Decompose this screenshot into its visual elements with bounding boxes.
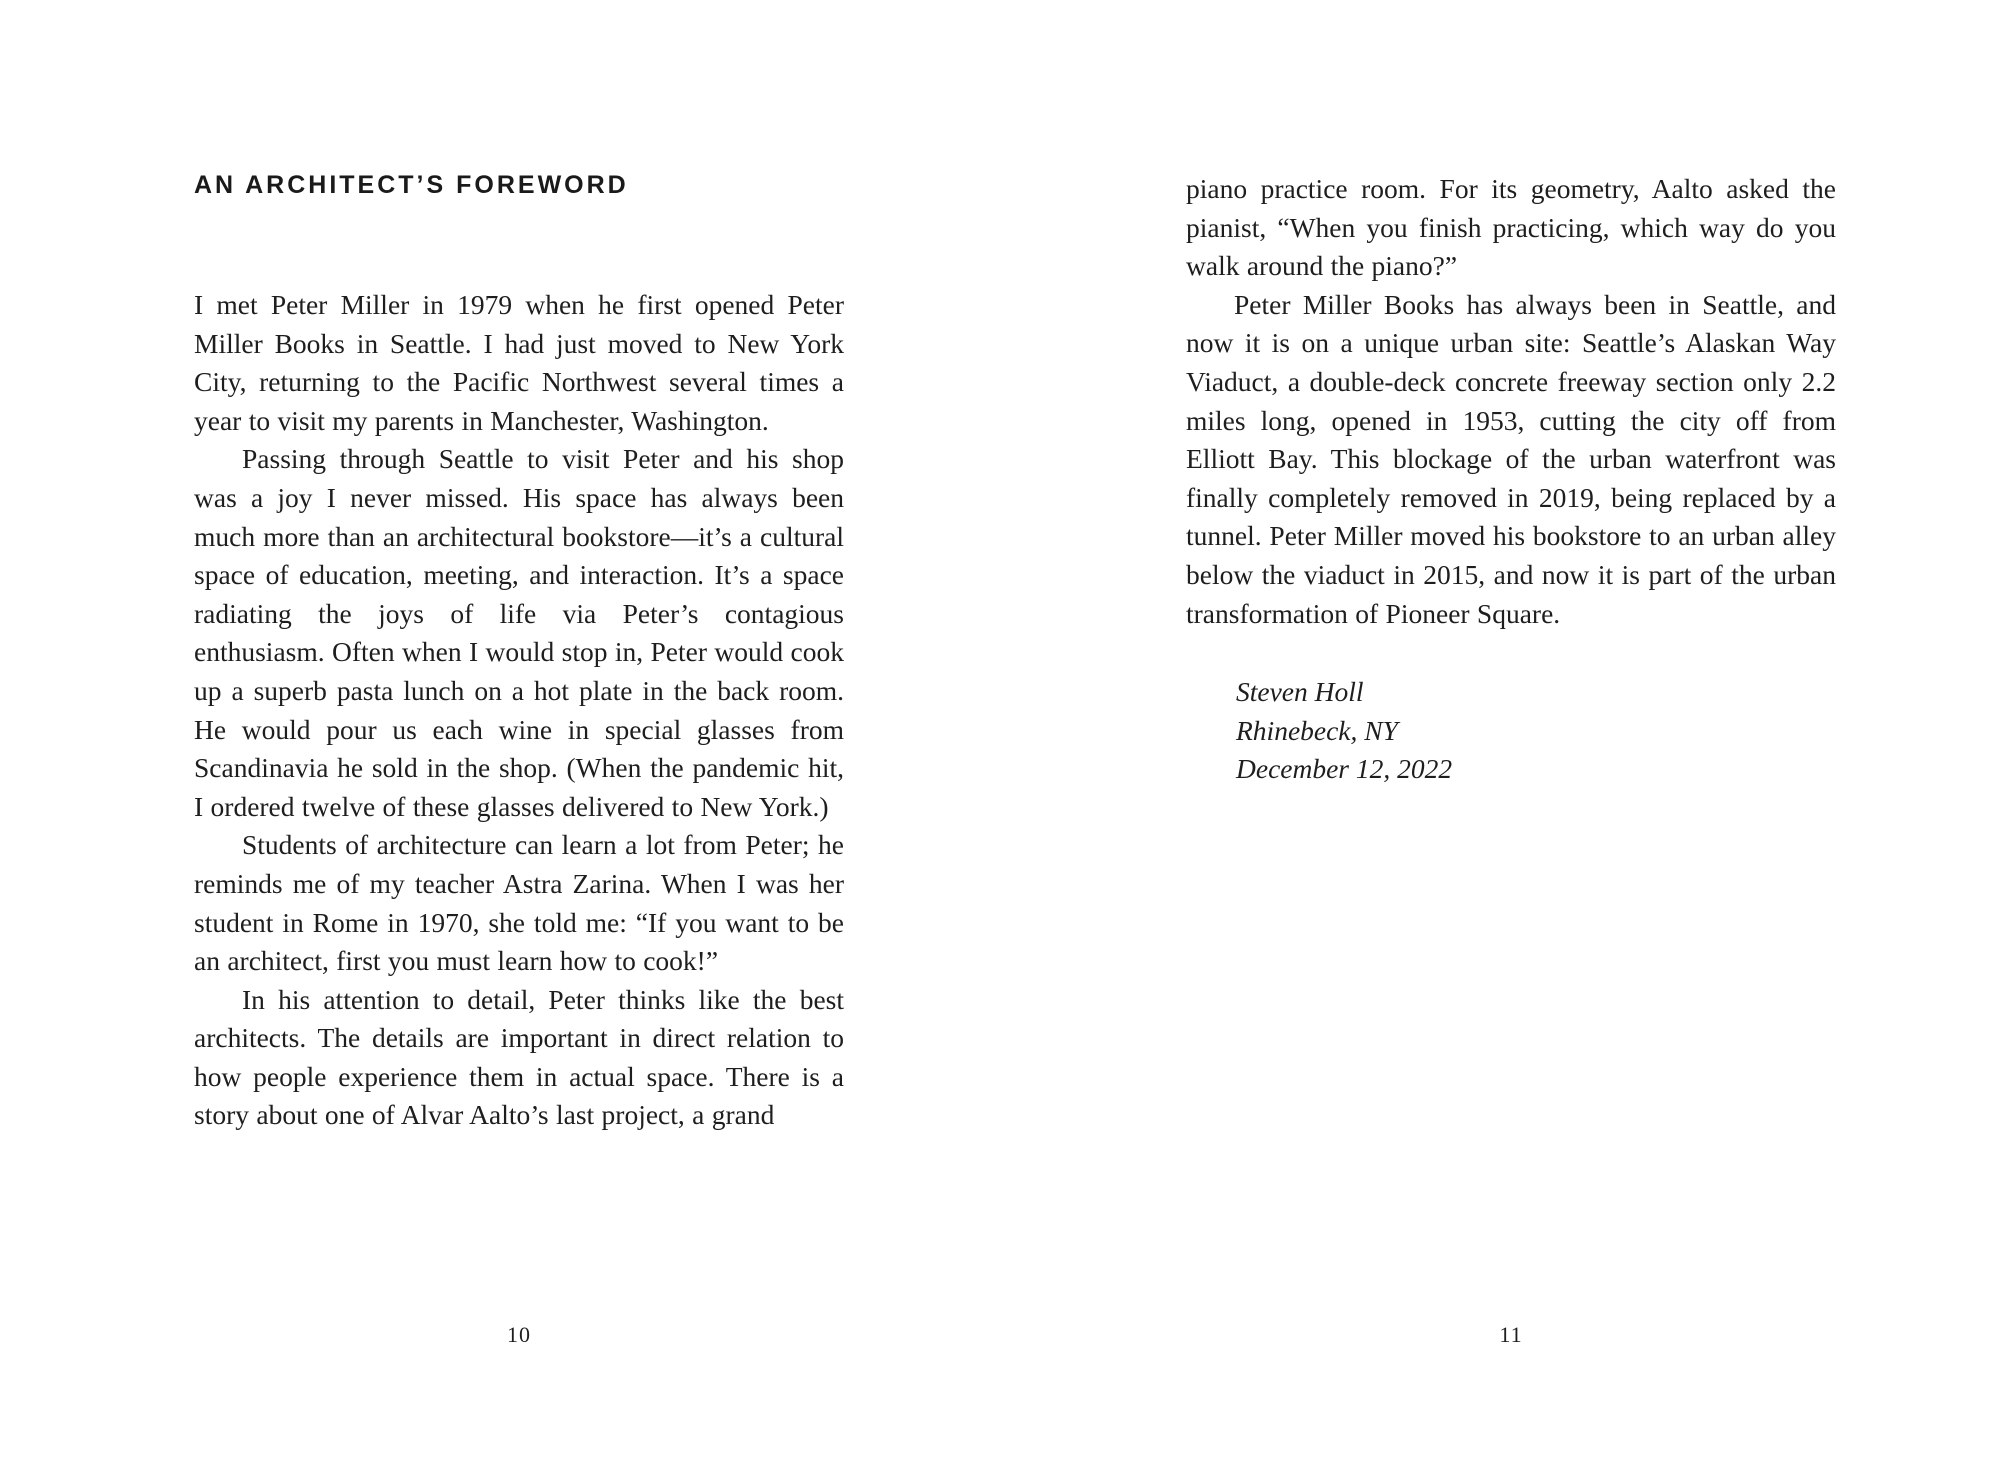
signature-name: Steven Holl <box>1236 676 1364 708</box>
signature-place: Rhinebeck, NY <box>1236 714 1398 746</box>
right-page <box>1186 170 1836 789</box>
signature-block <box>1236 673 1836 789</box>
page-number-right: 11 <box>1499 1322 1523 1347</box>
signature-date: December 12, 2022 <box>1236 753 1453 785</box>
paragraph: In his attention to detail, Peter thinks like the best architects. The details are important in direct relation to how people experience them in actual space. There is a story about one of Alvar Aalto’s last project, a grand <box>194 983 844 1131</box>
page-number-left: 10 <box>507 1322 531 1347</box>
paragraph: Peter Miller Books has always been in Seattle, and now it is on a unique urban site: Seattle’s Alaskan Way Viaduct, a double-deck concrete freeway section only 2.2 miles long, opened in 1953, cutting the city off from Elliott Bay. This blockage of the urban waterfront was finally completely removed in 2019, being replaced by a tunnel. Peter Miller moved his bookstore to an urban alley below the viaduct in 2015, and now it is part of the urban transformation of Pioneer Square. <box>1186 288 1836 629</box>
left-page <box>194 170 844 1135</box>
paragraph: Students of architecture can learn a lot from Peter; he reminds me of my teacher Astra Zarina. When I was her student in Rome in 1970, she told me: “If you want to be an architect, first you must learn how to cook!” <box>194 829 844 977</box>
paragraph: I met Peter Miller in 1979 when he first opened Peter Miller Books in Seattle. I had just moved to New York City, returning to the Pacific Northwest several times a year to visit my parents in Manchester, Washington. <box>194 289 844 436</box>
paragraph: Passing through Seattle to visit Peter and his shop was a joy I never missed. His space has always been much more than an architectural bookstore—it’s a cultural space of education, meeting, and interaction. It’s a space radiating the joys of life via Peter’s contagious enthusiasm. Often when I would stop in, Peter would cook up a superb pasta lunch on a hot plate in the back room. He would pour us each wine in special glasses from Scandinavia he sold in the shop. (When the pandemic hit, I ordered twelve of these glasses delivered to New York.) <box>194 443 844 822</box>
foreword-heading: AN ARCHITECT’S FOREWORD <box>194 171 629 199</box>
paragraph: piano practice room. For its geometry, Aalto asked the pianist, “When you finish practicing, which way do you walk around the piano?” <box>1186 173 1836 282</box>
